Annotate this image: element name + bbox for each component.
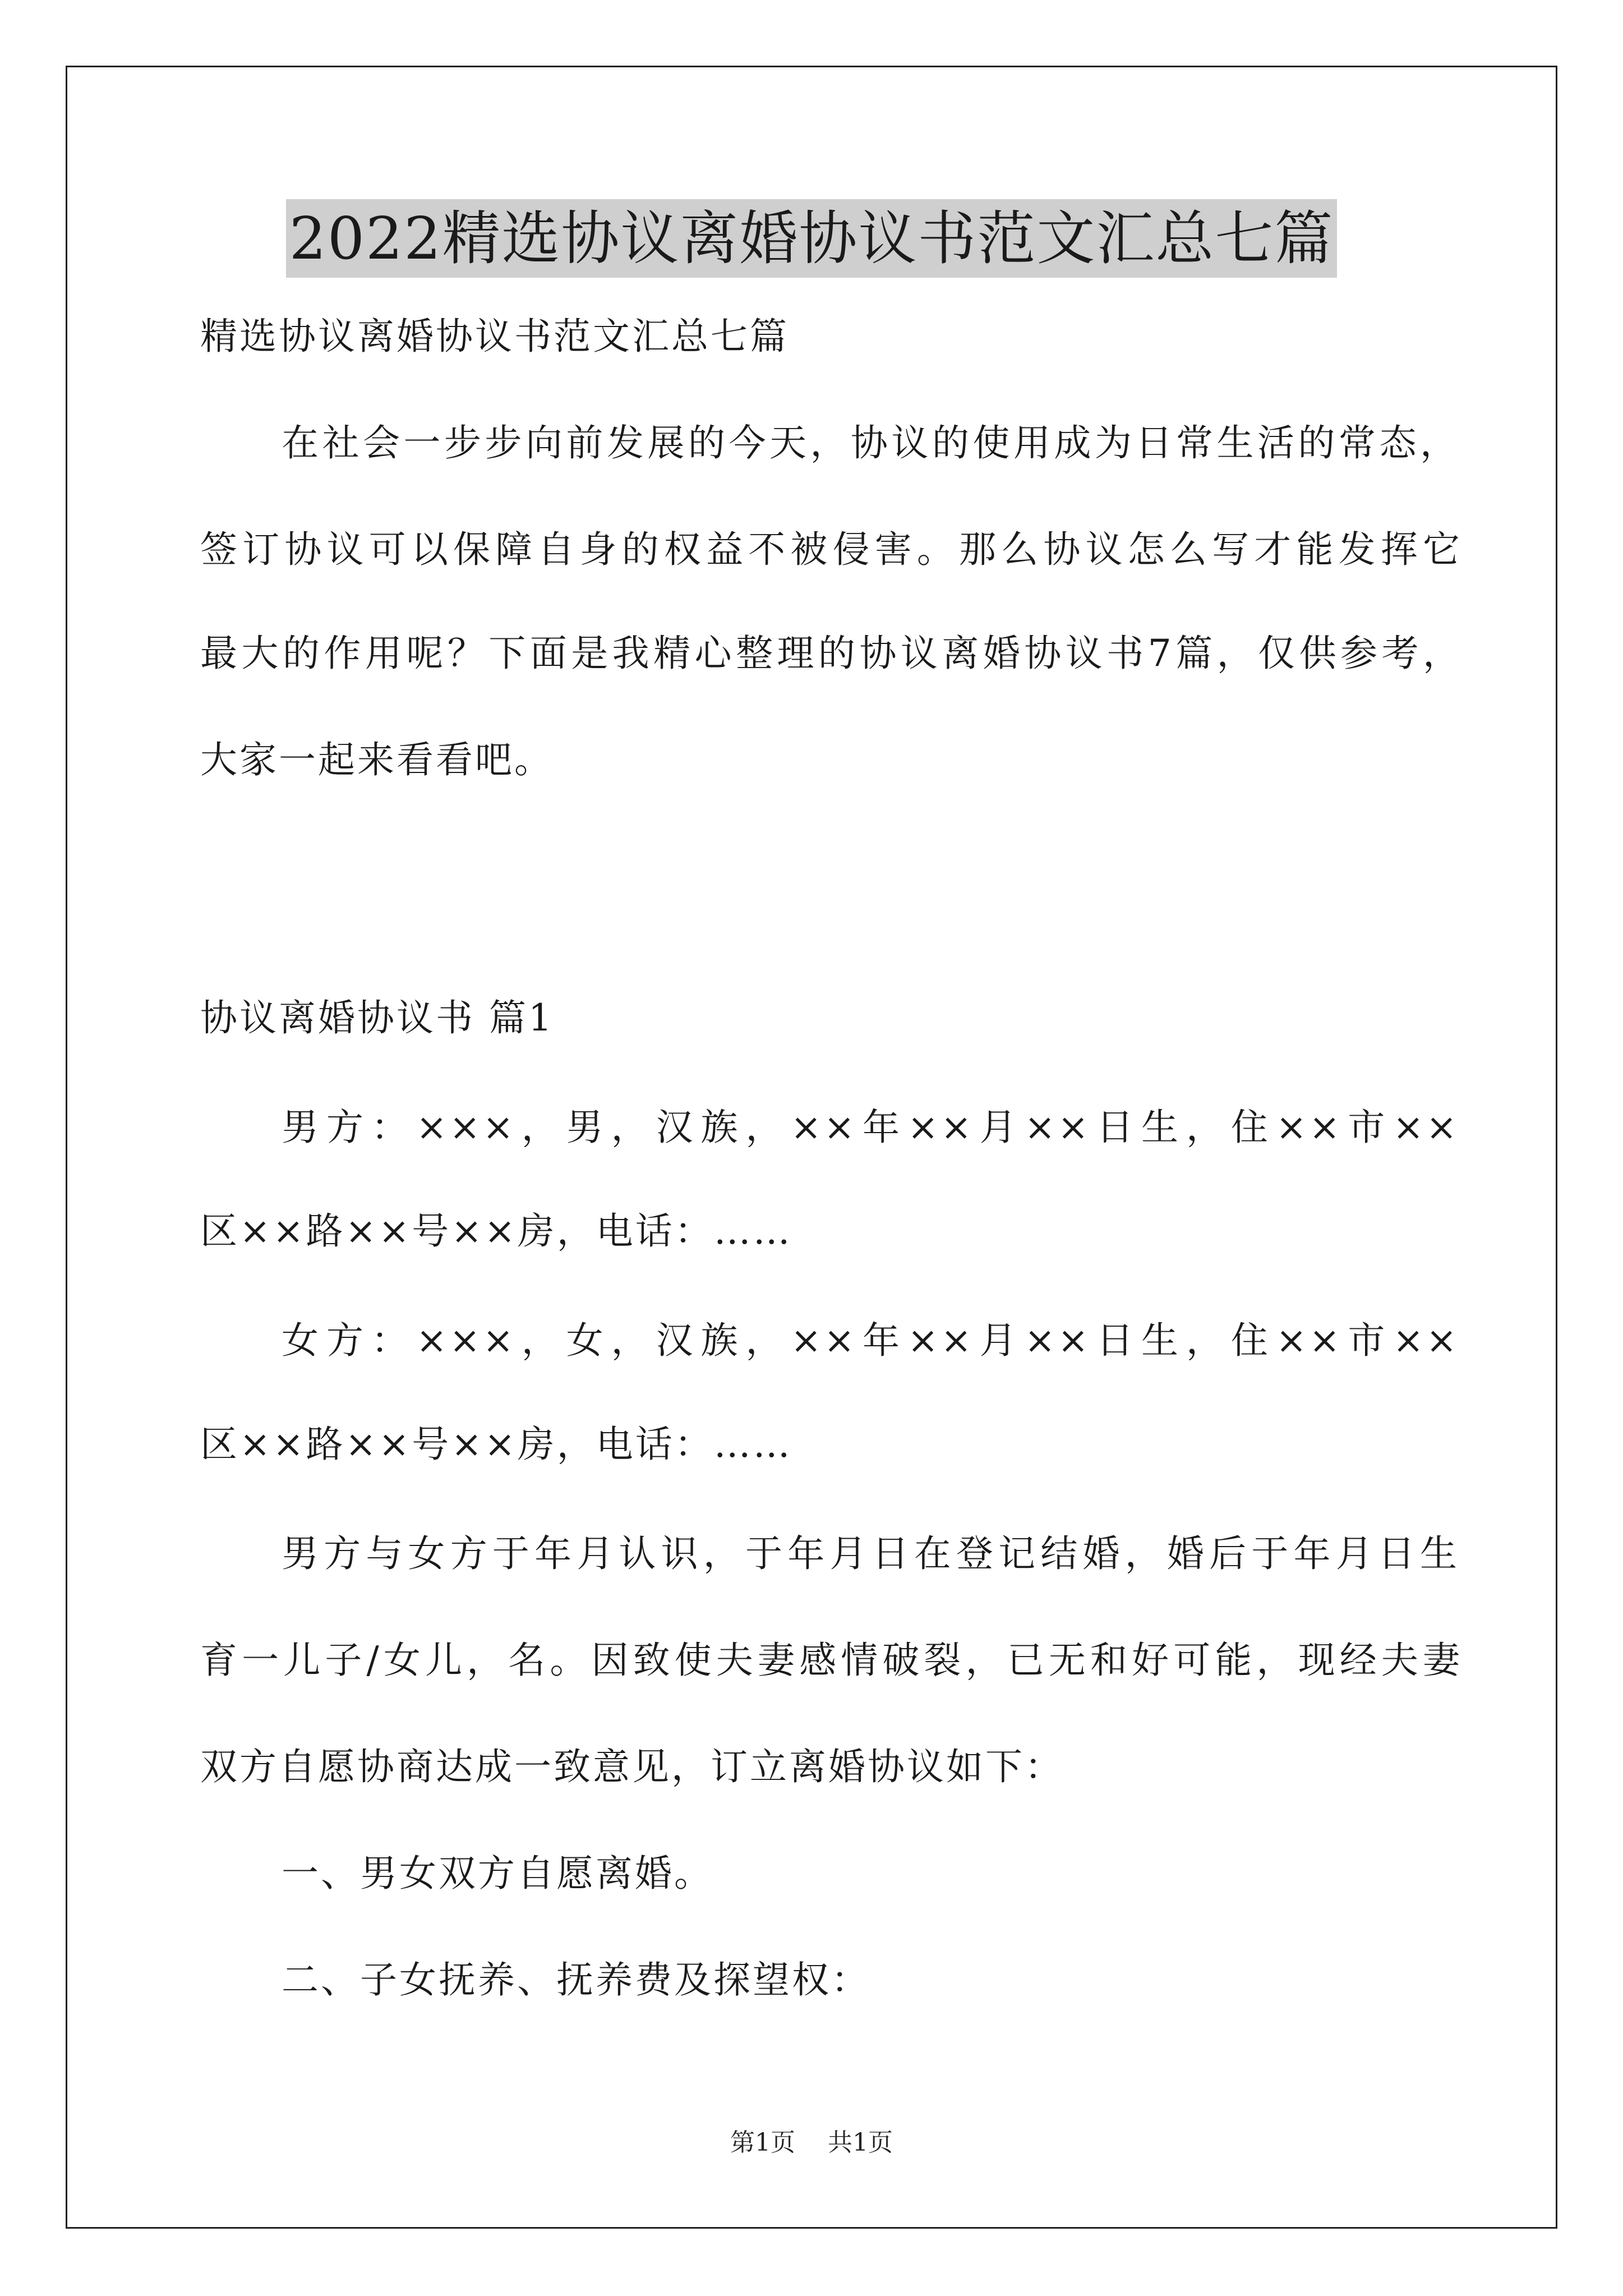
intro-line-1: 在社会一步步向前发展的今天，协议的使用成为日常生活的常态， [282, 421, 1459, 464]
male-party-line-1: 男方：×××，男，汉族，××年××月××日生，住××市×× [282, 1106, 1459, 1149]
background-line-1: 男方与女方于年月认识，于年月日在登记结婚，婚后于年月日生 [282, 1532, 1459, 1575]
intro-line-2: 签订协议可以保障自身的权益不被侵害。那么协议怎么写才能发挥它 [200, 528, 1462, 571]
male-party-line-2: 区××路××号××房，电话：…… [200, 1209, 792, 1253]
background-line-3: 双方自愿协商达成一致意见，订立离婚协议如下： [200, 1745, 1064, 1788]
clause-2: 二、子女抚养、抚养费及探望权： [282, 1958, 870, 2001]
page-number: 第1页 [730, 2128, 795, 2157]
subtitle: 精选协议离婚协议书范文汇总七篇 [200, 315, 789, 358]
female-party-line-2: 区××路××号××房，电话：…… [200, 1423, 792, 1466]
intro-line-4: 大家一起来看看吧。 [200, 738, 554, 781]
page-total: 共1页 [828, 2128, 893, 2157]
female-party-line-1: 女方：×××，女，汉族，××年××月××日生，住××市×× [282, 1319, 1459, 1362]
clause-1: 一、男女双方自愿离婚。 [282, 1852, 713, 1895]
document-title-block [0, 199, 1623, 278]
intro-line-3: 最大的作用呢？下面是我精心整理的协议离婚协议书7篇，仅供参考， [200, 632, 1462, 675]
document-title: 2022精选协议离婚协议书范文汇总七篇 [286, 199, 1338, 278]
section-heading: 协议离婚协议书 篇1 [200, 996, 554, 1039]
page-footer [0, 2126, 1623, 2160]
background-line-2: 育一儿子/女儿，名。因致使夫妻感情破裂，已无和好可能，现经夫妻 [200, 1639, 1462, 1682]
